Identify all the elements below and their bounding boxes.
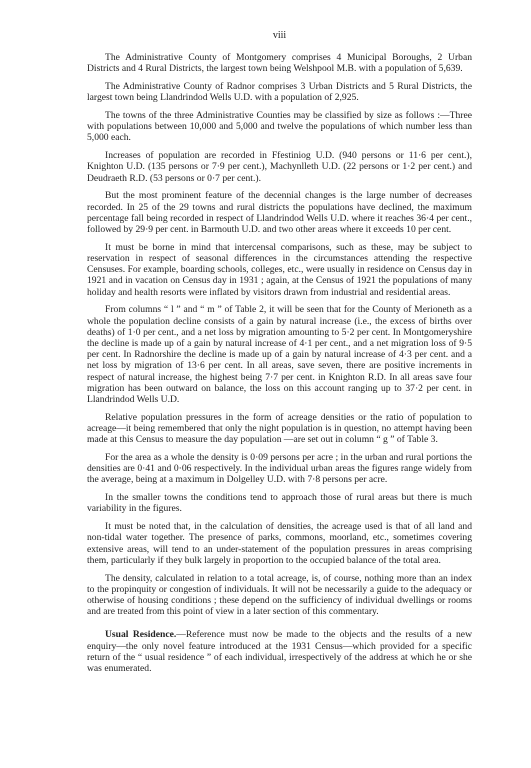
- page-number: viii: [272, 30, 287, 41]
- paragraph-usual-residence: [87, 629, 472, 674]
- paragraph-density-index: The density, calculated in relation to a total acreage, is, of course, nothing more than an index to the propinquity or congestion of individuals. It will not be necessarily a guide to the adequacy or otherwise of housing conditions ; these depend on the sufficiency of individual dwellings or rooms and are treated from this point of view in a later section of this commentary.: [87, 572, 472, 618]
- paragraph-town-sizes: The towns of the three Administrative Counties may be classified by size as follows :—Three with populations between 10,000 and 5,000 and twelve the populations of which number less than 5,000 each.: [87, 110, 472, 144]
- paragraph-decreases: But the most prominent feature of the decennial changes is the large number of decreases recorded. In 25 of the 29 towns and rural districts the populations have declined, the maximum percentage fall being recorded in respect of Llandrindod Wells U.D. where it reaches 36·4 per cent., followed by 29·9 per cent. in Barmouth U.D. and two other areas where it exceeds 10 per cent.: [87, 190, 472, 236]
- paragraph-increases: Increases of population are recorded in Ffestiniog U.D. (940 persons or 11·6 per cent.), Knighton U.D. (135 persons or 7·9 per cent.), Machynlleth U.D. (22 persons or 1·2 per cent.) and Deudraeth R.D. (53 persons or 0·7 per cent.).: [87, 150, 472, 184]
- paragraph-intercensal: It must be borne in mind that intercensal comparisons, such as these, may be subject to reservation in respect of seasonal differences in the circumstances attending the respective Censuses. For example, boarding schools, colleges, etc., were usually in residence on Census day in 1921 and in vacation on Census day in 1931 ; again, at the Census of 1921 the populations of many holiday and health resorts were inflated by visitors drawn from industrial and residential areas.: [87, 241, 472, 298]
- paragraph-montgomery: The Administrative County of Montgomery comprises 4 Municipal Boroughs, 2 Urban Districts and 4 Rural Districts, the largest town being Welshpool M.B. with a population of 5,639.: [87, 52, 472, 75]
- section-heading-usual-residence: Usual Residence.: [105, 629, 177, 641]
- paragraph-smaller-towns: In the smaller towns the conditions tend to approach those of rural areas but there is much variability in the figures.: [87, 492, 472, 515]
- paragraph-acreage-note: It must be noted that, in the calculation of densities, the acreage used is that of all land and non-tidal water together. The presence of parks, commons, moorland, etc., sometimes covering extensive areas, will tend to an under-statement of the population pressures in areas comprising them, particularly if they bulk largely in proportion to the occupied balance of the total area.: [87, 521, 472, 566]
- paragraph-density: For the area as a whole the density is 0·09 persons per acre ; in the urban and rural portions the densities are 0·41 and 0·06 respectively. In the individual urban areas the figures range widely from the average, being at a maximum in Dolgelley U.D. with 7·8 persons per acre.: [87, 452, 472, 486]
- paragraph-natural-increase: From columns “ l ” and “ m ” of Table 2, it will be seen that for the County of Merioneth as a whole the population decline consists of a gain by natural increase (i.e., the excess of births over deaths) of 1·0 per cent., and a net loss by migration amounting to 5·2 per cent. In Montgomeryshire the decline is made up of a gain by natural increase of 4·1 per cent., and a net migration loss of 9·5 per cent. In Radnorshire the decline is made up of a gain by natural increase of 4·3 per cent. and a net loss by migration of 13·6 per cent. In all areas, save seven, there are positive increments in respect of natural increase, the highest being 7·7 per cent. in Knighton R.D. In all areas save four migration has been outward on balance, the loss on this account ranging up to 37·2 per cent. in Llandrindod Wells U.D.: [87, 304, 472, 406]
- paragraph-radnor: The Administrative County of Radnor comprises 3 Urban Districts and 5 Rural Districts, the largest town being Llandrindod Wells U.D. with a population of 2,925.: [87, 81, 472, 104]
- paragraph-population-pressures: Relative population pressures in the form of acreage densities or the ratio of population to acreage—it being remembered that only the night population is in question, no attempt having been made at this Census to measure the day population —are set out in column “ g ” of Table 3.: [87, 411, 472, 446]
- usual-residence-text: —Reference must now be made to the objects and the results of a new enquiry—the only novel feature introduced at the 1931 Census—which provided for a specific return of the “ usual residence ” of each individual, irrespectively of the address at which he or she was enumerated.: [87, 629, 472, 675]
